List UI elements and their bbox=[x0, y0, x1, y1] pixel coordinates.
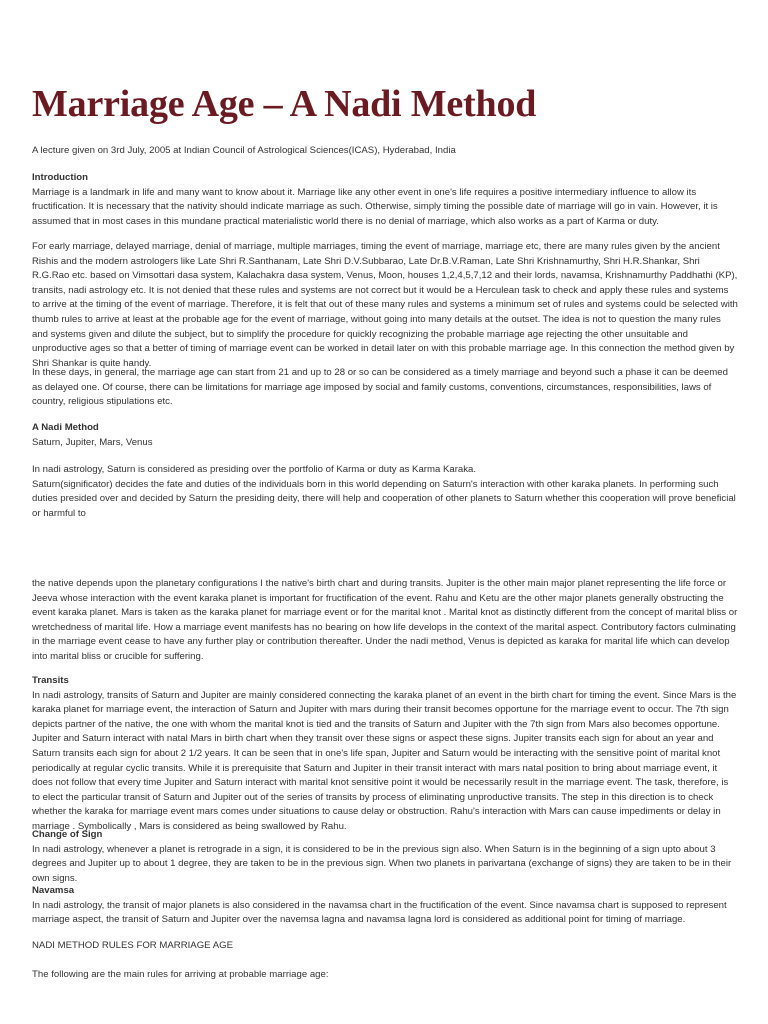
nadi-method-paragraph-1: In nadi astrology, Saturn is considered as presiding over the portfolio of Karma or duty as Karma Karaka. bbox=[32, 464, 477, 475]
rules-intro: The following are the main rules for arriving at probable marriage age: bbox=[32, 969, 329, 980]
rules-heading: NADI METHOD RULES FOR MARRIAGE AGE bbox=[32, 940, 233, 951]
nadi-method-planets: Saturn, Jupiter, Mars, Venus bbox=[32, 436, 153, 448]
lecture-subtitle: A lecture given on 3rd July, 2005 at Indian Council of Astrological Sciences(ICAS), Hyderabad, India bbox=[32, 145, 456, 156]
change-of-sign-section bbox=[32, 828, 738, 886]
page-title: Marriage Age – A Nadi Method bbox=[32, 83, 537, 125]
transits-heading: Transits bbox=[32, 675, 69, 686]
change-of-sign-heading: Change of Sign bbox=[32, 829, 103, 840]
introduction-paragraph-3: In these days, in general, the marriage age can start from 21 and up to 28 or so can be considered as a timely marriage and beyond such a phase it can be deemed as delayed one. Of course, there can be limitations for marriage age imposed by social and family customs, conventions, circumstances, responsibilities, laws of country, religious stipulations etc. bbox=[32, 367, 728, 408]
transits-paragraph: In nadi astrology, transits of Saturn and Jupiter are mainly considered connecting the karaka planet of an event in the birth chart for timing the event. Since Mars is the karaka planet for marriage event, the interaction of Saturn and Jupiter with mars during their transit becomes opportune for the marriage event to occur. The 7th sign depicts partner of the native, the one with whom the marital knot is tied and the transits of Saturn and Jupiter with the 7th sign from Mars also becomes opportune. Jupiter and Saturn interact with natal Mars in birth chart when they transit over these signs or aspect these signs. Jupiter transits each sign for about an year and Saturn transits each sign for about 2 1/2 years. It can be seen that in one's life span, Jupiter and Saturn would be interacting with the sensitive point of marital knot periodically at regular cyclic transits. While it is prerequisite that Saturn and Jupiter in their transit interact with mars natal position to bring about marriage event, it does not follow that every time Jupiter and Saturn interact with marital knot sensitive point it would be necessarily result in the marriage event. The task, therefore, is to elect the particular transit of Saturn and Jupiter out of the series of transits by process of eliminating unproductive transits. The step in this direction is to check whether the karaka for marriage event mars comes under situations to cause delay or obstruction. Rahu's interaction with Mars can cause impediments or delay in marriage . Symbolically , Mars is considered as being swallowed by Rahu. bbox=[32, 689, 737, 832]
transits-section bbox=[32, 674, 738, 835]
navamsa-paragraph: In nadi astrology, the transit of major planets is also considered in the navamsa chart in the fructification of the event. Since navamsa chart is supposed to represent marriage aspect, the transit of Saturn and Jupiter over the navemsa lagna and navamsa lagna lord is considered as additional point for timing of marriage. bbox=[32, 899, 727, 926]
introduction-section bbox=[32, 171, 738, 229]
introduction-paragraph-2: For early marriage, delayed marriage, denial of marriage, multiple marriages, timing the event of marriage, marriage etc, there are many rules given by the ancient Rishis and the modern astrologers like Late Shri R.Santhanam, Late Shri D.V.Subbarao, Late Dr.B.V.Raman, Late Shri Krishnamurthy, Shri H.R.Shankar, Shri R.G.Rao etc. based on Vimsottari dasa system, Kalachakra dasa system, Venus, Moon, houses 1,2,4,5,7,12 and their lords, navamsa, Krishnamurthy Paddhathi (KP), transits, nadi astrology etc. It is not denied that these rules and systems are not correct but it would be a Herculean task to check and apply these rules and systems to arrive at the timing of the event of marriage. Therefore, it is felt that out of these many rules and systems a minimum set of rules and systems could be selected with thumb rules to arrive at least at the probable age for the event of marriage, without going into many details at the outset. The idea is not to question the many rules and systems given and dilute the subject, but to simplify the procedure for quickly recognizing the probable marriage age rejecting the other unsuitable and unproductive ages so that a better of timing of marriage event can be worked in detail later on with this probable marriage age. In this connection the method given by Shri Shankar is quite handy. bbox=[32, 241, 738, 369]
change-of-sign-paragraph: In nadi astrology, whenever a planet is retrograde in a sign, it is considered to be in the previous sign also. When Saturn is in the beginning of a sign upto about 3 degrees and Jupiter up to about 1 degree, they are taken to be in the previous sign. When two planets in parivartana (exchange of signs) they are taken to be in their own signs. bbox=[32, 843, 732, 884]
introduction-heading: Introduction bbox=[32, 172, 88, 183]
nadi-method-paragraph-3: the native depends upon the planetary configurations I the native's birth chart and during transits. Jupiter is the other main major planet representing the life force or Jeeva whose interaction with the event karaka planet is important for fructification of the event. Rahu and Ketu are the other major planets generally obstructing the event karaka planet. Mars is taken as the karaka planet for marriage event or for the marital knot . Marital knot as distinctly different from the concept of marital bliss or wretchedness of marital life. How a marriage event manifests has no bearing on how life develops in the context of the marital aspect. Contributory factors culminating in the marriage event cease to have any further play or contribution thereafter. Under the nadi method, Venus is depicted as karaka for marital life which can develop into marital bliss or crucible for suffering. bbox=[32, 578, 738, 662]
nadi-method-body bbox=[32, 463, 738, 521]
nadi-method-paragraph-2: Saturn(significator) decides the fate and duties of the individuals born in this world depending on Saturn's interaction with other karaka planets. In performing such duties presided over and decided by Saturn the presiding deity, there will help and cooperation of other planets to Saturn whether this cooperation will prove beneficial or harmful to bbox=[32, 478, 736, 519]
navamsa-section bbox=[32, 884, 738, 928]
nadi-method-heading: A Nadi Method bbox=[32, 422, 99, 433]
nadi-method-section bbox=[32, 421, 738, 450]
introduction-paragraph-1: Marriage is a landmark in life and many want to know about it. Marriage like any other event in one's life requires a positive intermediary influence to allow its fructification. It is necessary that the nativity should indicate marriage as such. Otherwise, simply timing the possible date of marriage will go in vain. However, it is assumed that in most cases in this mundane practical materialistic world there is no denial of marriage, which also works as a part of Karma or duty. bbox=[32, 186, 718, 227]
navamsa-heading: Navamsa bbox=[32, 885, 75, 896]
